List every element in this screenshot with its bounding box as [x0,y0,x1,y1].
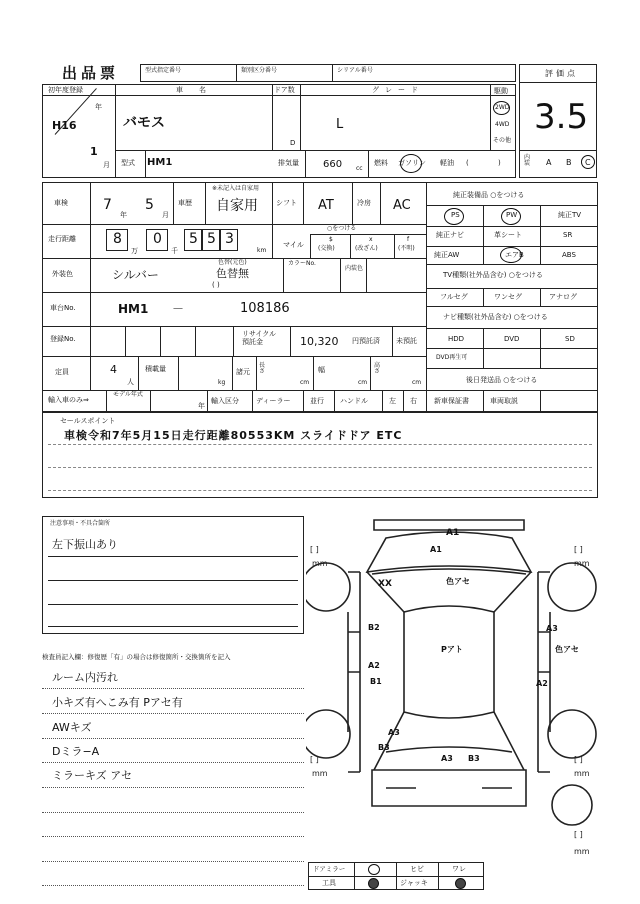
score-value: 3.5 [534,97,589,137]
option-sr: SR [563,231,573,239]
option-ps: PS [451,211,460,219]
kg-unit: kg [218,379,226,386]
drive-label: 駆動 [494,87,508,95]
mark-b1: B1 [370,677,382,686]
inspector-label: 検査員記入欄：修復歴「有」の場合は修復箇所・交換箇所を記入 [42,653,231,661]
option-abs: ABS [562,251,576,259]
handle-right: 右 [410,397,417,405]
inspector-line-5: ミラーキズ アセ [52,769,133,782]
shift-value: AT [318,198,334,213]
fuel-gasoline: ガソリン [398,159,426,167]
recolor-paren: ( ) [212,281,220,289]
mileage-digit-4: 5 [207,231,216,247]
option-pw: PW [506,211,518,219]
mark-a3-right: A3 [546,624,558,633]
height-label: 高さ [374,362,381,375]
option-leather: 革シート [494,231,522,239]
mark-a3-rear: A3 [441,754,453,763]
first-reg-month: 1 [90,145,98,158]
cc-unit: cc [356,165,363,172]
unknown-label: (不明) [398,245,415,252]
notes-label: 注意事項・不具合箇所 [50,520,111,527]
later-title: 後日発送品 ○をつける [466,376,538,384]
chassis-number: 108186 [240,301,290,316]
jack-circle [455,878,466,889]
option-airbag-circle [500,247,522,263]
sales-point-box [42,412,598,498]
notes-line-1: 左下振山あり [52,538,118,551]
doors-label: ドア数 [274,86,295,94]
recycle-unit: 円預託済 [352,337,380,345]
import-year-unit: 年 [198,402,205,410]
mileage-digit-3: 5 [189,231,198,247]
mark-a1-hood: A1 [430,545,442,554]
modified-label: (改ざん) [355,245,378,252]
displacement-value: 660 [323,159,343,170]
mark-a2-left: A2 [368,661,380,670]
registration-label: 登録No. [50,335,76,343]
width-cm: cm [358,379,368,386]
inspector-line-3: AWキズ [52,721,92,734]
interior-c-circle [581,155,595,169]
fuel-label: 燃料 [374,159,388,167]
drive-other: その他 [493,137,512,144]
mark-fade-right: 色アセ [555,645,579,654]
handle-label: ハンドル [340,397,368,405]
form-title: 出品票 [62,64,120,82]
interior-color-label: 内装色 [345,265,364,272]
mileage-digit-5: 3 [225,231,234,247]
option-pw-circle [501,208,521,225]
chassis-label: 車台No. [50,304,76,312]
jack-label: ジャッキ [400,879,428,887]
mileage-digit-1: 8 [113,231,122,247]
notes-box [42,516,304,634]
options-title: 純正装備品 ○をつける [453,191,525,199]
dvd-playback: DVD再生可 [436,354,468,361]
svg-text:[ ]: [ ] [574,545,583,554]
crack-label: ヒビ [410,865,424,873]
option-tv: 純正TV [558,211,582,219]
recycle-label: リサイクル預託金 [242,330,277,346]
fuel-gasoline-circle [400,154,422,173]
inspection-month: 5 [145,197,154,213]
circle-note: ○をつける [327,225,357,232]
svg-text:mm: mm [574,559,590,568]
mark-xx: XX [378,579,392,589]
navi-hdd: HDD [448,335,465,343]
fuel-diesel: 軽油 [440,159,454,167]
door-mirror-label: ドアミラー [313,865,346,873]
navi-dvd: DVD [504,335,520,343]
exterior-color: シルバー [112,268,159,282]
serial-label: シリアル番号 [337,67,373,74]
mark-fade-roof: 色アセ [446,577,470,586]
tools-label: 工具 [322,879,336,887]
fuel-paren-close: ) [498,159,501,167]
ac-value: AC [393,198,411,213]
vehicle-manual: 車両取説 [490,397,518,405]
inspection-month-unit: 月 [162,211,169,219]
km-unit: km [257,247,267,254]
model-year-label: モデル年式 [113,391,143,398]
exchange-label: (交換) [318,245,335,252]
mile-label: マイル [283,241,304,249]
sales-point-label: セールスポイント [60,417,116,425]
recycle-value: 10,320 [300,335,339,348]
model-label: 型式 [121,159,135,167]
year-unit: 年 [95,103,102,111]
displacement-label: 排気量 [278,159,299,167]
interior-label: 内装 [524,154,531,167]
interior-a: A [546,158,552,167]
dims-label: 諸元 [236,368,250,376]
mark-a2-right: A2 [536,679,548,688]
tv-fullseg: フルセグ [440,293,468,301]
chassis-prefix: HM1 [118,302,149,316]
capacity-unit: 人 [127,378,134,386]
tv-analog: アナログ [549,293,577,301]
inspection-year: 7 [103,197,112,213]
type-cert-label: 型式指定番号 [145,67,182,74]
color-no-label: カラーNo. [288,260,316,267]
tools-circle [368,878,379,889]
mark-a3-rear-left: A3 [388,728,400,737]
svg-text:[ ]: [ ] [310,545,319,554]
option-navi: 純正ナビ [436,231,464,239]
shift-label: シフト [276,199,297,207]
unknown-symbol: f [407,236,410,243]
chassis-dash: － [172,302,185,316]
svg-text:[ ]: [ ] [574,830,583,839]
inspection-label: 車検 [54,199,68,207]
navi-sd: SD [565,335,575,343]
month-unit: 月 [103,161,110,169]
svg-text:[ ]: [ ] [574,755,583,764]
recolor-value: 色替無 [216,267,249,280]
svg-text:mm: mm [574,769,590,778]
interior-c: C [585,158,591,167]
name-label: 車名 [176,86,222,94]
door-mirror-circle [368,864,380,875]
grade-label: グレード [372,86,424,94]
mark-p-roof: Pアト [441,645,463,654]
modified-symbol: x [369,236,373,243]
first-reg-label: 初年度登録 [48,86,83,94]
car-damage-diagram [306,512,606,862]
width-label: 幅 [318,366,325,374]
history-value: 自家用 [216,198,258,214]
parallel-option: 並行 [310,397,324,405]
capacity-label: 定員 [55,368,69,376]
capacity-value: 4 [110,363,117,376]
sen-unit: 千 [171,247,178,255]
svg-text:mm: mm [312,769,328,778]
inspector-line-2: 小キズ有へこみ有 Pアセ有 [52,696,183,709]
fuel-paren-open: ( [466,159,469,167]
navi-title: ナビ種類(社外品含む) ○をつける [443,313,548,321]
import-label: 輸入車のみ⇒ [48,396,89,404]
height-cm: cm [412,379,422,386]
drive-2wd-circle [493,101,510,115]
load-label: 積載量 [145,365,166,373]
handle-left: 左 [389,397,396,405]
option-airbag: エアB [505,251,524,259]
tv-title: TV種類(社外品含む) ○をつける [443,271,543,279]
break-label: ワレ [452,865,466,873]
dealer-option: ディーラー [256,397,291,405]
drive-4wd: 4WD [495,121,510,128]
option-aw: 純正AW [434,251,460,259]
svg-text:mm: mm [574,847,590,856]
ac-label: 冷房 [357,199,371,207]
interior-b: B [566,158,572,167]
first-reg-year: H16 [52,119,77,132]
not-deposited: 未預託 [396,337,417,345]
option-ps-circle [444,208,464,225]
score-label: 評価点 [545,69,578,78]
mark-b2: B2 [368,623,380,632]
drive-2wd: 2WD [495,104,510,111]
inspection-year-unit: 年 [120,211,127,219]
man-unit: 万 [131,247,138,255]
header-id-row [140,64,516,82]
mileage-digit-2: 0 [153,231,162,247]
exterior-label: 外装色 [52,270,73,278]
history-note: ※未記入は自家用 [212,185,260,192]
recolor-label: 色替(元色) [218,259,247,266]
mark-b3-left: B3 [378,743,390,752]
grade-value: L [336,117,344,132]
inspector-line-1: ルーム内汚れ [52,671,118,684]
mark-b3-rear: B3 [468,754,480,763]
exchange-symbol: $ [329,236,333,243]
car-name: バモス [123,115,165,131]
mm-label-1: mm [312,559,328,568]
sales-point-text: 車検令和7年5月15日走行距離80553KM スライドドア ETC [64,429,403,442]
mark-a1-bumper: A1 [446,528,460,538]
doors-value: D [290,139,296,147]
inspector-line-4: Dミラ−A [52,745,100,758]
svg-text:[ ]: [ ] [310,755,319,764]
history-label: 車歴 [178,199,192,207]
mileage-label: 走行距離 [48,235,76,243]
tv-oneseg: ワンセグ [494,293,522,301]
new-car-warranty: 新車保証書 [434,397,469,405]
length-cm: cm [300,379,310,386]
import-class-label: 輸入区分 [211,397,239,405]
length-label: 長さ [259,362,266,375]
model-value: HM1 [147,157,173,168]
category-label: 類別区分番号 [241,67,278,74]
